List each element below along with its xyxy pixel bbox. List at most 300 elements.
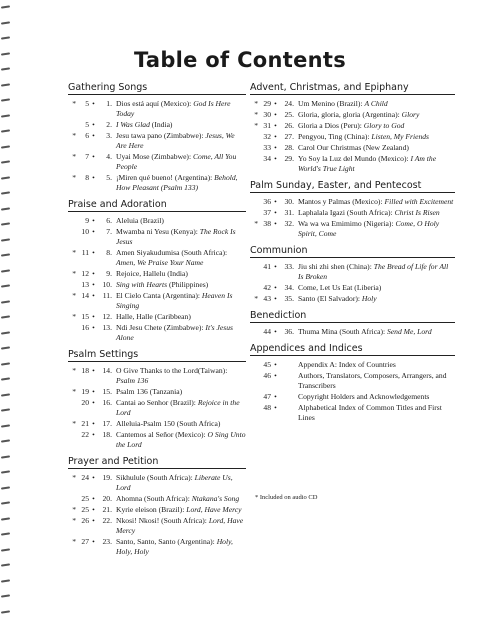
bullet-dot: •: [274, 197, 277, 206]
entry-title: [298, 403, 455, 423]
entry-title: [116, 323, 246, 343]
bullet-dot: •: [92, 473, 95, 482]
entry-text: Nkosi! Nkosi! (South Africa):: [116, 516, 209, 525]
page-number: 6: [85, 131, 89, 140]
entry-text: Psalm 136 (Tanzania): [116, 387, 183, 396]
toc-entry: [250, 392, 455, 402]
toc-entry: [250, 121, 455, 131]
page-number: 26: [81, 516, 89, 525]
entry-text: Appendix A: Index of Countries: [298, 360, 396, 369]
page-number: 16: [81, 323, 89, 332]
entry-title: [298, 143, 455, 153]
toc-entry: [250, 219, 455, 239]
item-number: 29.: [284, 154, 294, 163]
entry-english-title: The Rock Is Jesus: [116, 227, 236, 246]
audio-cd-marker: *: [72, 99, 76, 108]
bullet-dot: •: [274, 283, 277, 292]
entry-title: [298, 197, 455, 207]
item-number: 7.: [106, 227, 112, 236]
item-number: 3.: [106, 131, 112, 140]
audio-cd-marker: *: [72, 152, 76, 161]
entry-english-title: Send Me, Lord: [387, 327, 432, 336]
page-number: 29: [263, 99, 271, 108]
page-number: 32: [263, 132, 271, 141]
bullet-dot: •: [274, 110, 277, 119]
section-heading: Prayer and Petition: [68, 456, 246, 469]
item-number: 5.: [106, 173, 112, 182]
entry-title: [298, 132, 455, 142]
binding-ring: [1, 145, 10, 148]
section-heading: Benediction: [250, 310, 455, 323]
bullet-dot: •: [274, 262, 277, 271]
bullet-dot: •: [274, 143, 277, 152]
bullet-dot: •: [92, 99, 95, 108]
toc-section: [68, 82, 246, 193]
bullet-dot: •: [92, 366, 95, 375]
entry-text: Jesu tawa pano (Zimbabwe):: [116, 131, 206, 140]
entry-english-title: Holy: [361, 294, 377, 303]
entry-english-title: Liberate Us, Lord: [116, 473, 233, 492]
toc-entry: [68, 494, 246, 504]
bullet-dot: •: [92, 387, 95, 396]
binding-ring: [1, 284, 10, 287]
binding-ring: [1, 377, 10, 380]
item-number: 28.: [284, 143, 294, 152]
item-number: 30.: [284, 197, 294, 206]
bullet-dot: •: [274, 132, 277, 141]
entry-title: [298, 219, 455, 239]
item-number: 34.: [284, 283, 294, 292]
binding-ring: [1, 579, 10, 582]
entry-text: Wa wa wa Emimimo (Nigeria):: [298, 219, 396, 228]
toc-entry: [68, 269, 246, 279]
audio-cd-marker: *: [72, 516, 76, 525]
binding-ring: [1, 114, 10, 117]
audio-cd-marker: [250, 262, 258, 282]
item-number: 22.: [102, 516, 112, 525]
binding-ring: [1, 470, 10, 473]
item-number: 23.: [102, 537, 112, 546]
binding-ring: [1, 610, 10, 613]
page-number: 24: [81, 473, 89, 482]
section-heading: Advent, Christmas, and Epiphany: [250, 82, 455, 95]
toc-entry: [250, 208, 455, 218]
toc-entry: [250, 143, 455, 153]
audio-cd-marker: [250, 327, 258, 337]
page-number: 9: [85, 216, 89, 225]
binding-ring: [1, 594, 10, 597]
toc-entry: [68, 430, 246, 450]
bullet-dot: •: [92, 430, 95, 439]
entry-text: Ndi Jesu Chete (Zimbabwe):: [116, 323, 206, 332]
page-number: 21: [81, 419, 89, 428]
entry-title: [116, 366, 246, 386]
binding-ring: [1, 176, 10, 179]
audio-cd-marker: *: [254, 110, 258, 119]
item-number: 4.: [106, 152, 112, 161]
entry-english-title: God Is Here Today: [116, 99, 231, 118]
audio-cd-marker: [68, 323, 76, 343]
audio-cd-marker: [68, 280, 76, 290]
binding-ring: [1, 269, 10, 272]
entry-title: [116, 131, 246, 151]
entry-text: Come, Let Us Eat (Liberia): [298, 283, 382, 292]
bullet-dot: •: [92, 152, 95, 161]
entry-title: [116, 537, 246, 557]
entry-title: [298, 99, 455, 109]
entry-title: [298, 208, 455, 218]
entry-text: Pengyou, Ting (China):: [298, 132, 372, 141]
entry-title: [116, 387, 246, 397]
bullet-dot: •: [92, 173, 95, 182]
binding-ring: [1, 424, 10, 427]
page-number: 19: [81, 387, 89, 396]
entry-english-title: Sing with Hearts: [116, 280, 168, 289]
page-number: 36: [263, 197, 271, 206]
entry-english-title: Lord, Have Mercy: [186, 505, 242, 514]
bullet-dot: •: [274, 154, 277, 163]
toc-entry: [68, 537, 246, 557]
entry-text: ¡Miren qué bueno! (Argentina):: [116, 173, 215, 182]
toc-entry: [68, 152, 246, 172]
toc-section: [250, 180, 455, 239]
toc-entry: [250, 110, 455, 120]
item-number: 1.: [106, 99, 112, 108]
binding-ring: [1, 160, 10, 163]
entry-title: [298, 283, 455, 293]
bullet-dot: •: [92, 227, 95, 236]
left-column: [68, 82, 246, 563]
entry-title: [116, 419, 246, 429]
entry-title: [116, 173, 246, 193]
toc-entry: [250, 327, 455, 337]
entry-title: [298, 121, 455, 131]
audio-cd-marker: [250, 154, 258, 174]
entry-title: [116, 516, 246, 536]
toc-section: [68, 349, 246, 450]
binding-ring: [1, 36, 10, 39]
entry-english-title: Glory: [401, 110, 420, 119]
toc-entry: [250, 197, 455, 207]
page-number: 33: [263, 143, 271, 152]
item-number: 6.: [106, 216, 112, 225]
entry-text: Carol Our Christmas (New Zealand): [298, 143, 409, 152]
entry-english-title: Ntakana's Song: [191, 494, 240, 503]
toc-entry: [68, 473, 246, 493]
binding-ring: [1, 98, 10, 101]
entry-text: Mantos y Palmas (Mexico):: [298, 197, 385, 206]
item-number: 17.: [102, 419, 112, 428]
page-number: 45: [263, 360, 271, 369]
item-number: 16.: [102, 398, 112, 407]
item-number: 33.: [284, 262, 294, 271]
bullet-dot: •: [92, 537, 95, 546]
entry-english-title: Come, All You People: [116, 152, 237, 171]
bullet-dot: •: [92, 280, 95, 289]
toc-entry: [68, 248, 246, 268]
toc-entry: [68, 216, 246, 226]
entry-title: [116, 99, 246, 119]
bullet-dot: •: [274, 360, 277, 369]
item-number: 32.: [284, 219, 294, 228]
entry-title: [116, 120, 246, 130]
toc-entry: [68, 280, 246, 290]
audio-cd-marker: *: [72, 366, 76, 375]
audio-cd-marker: *: [72, 505, 76, 514]
bullet-dot: •: [274, 403, 277, 412]
page-title: Table of Contents: [133, 48, 347, 72]
toc-entry: [68, 131, 246, 151]
bullet-dot: •: [274, 208, 277, 217]
audio-cd-marker: [250, 392, 258, 402]
audio-cd-marker: *: [72, 131, 76, 140]
bullet-dot: •: [92, 216, 95, 225]
audio-cd-marker: [250, 360, 258, 370]
binding-ring: [1, 563, 10, 566]
audio-cd-marker: *: [72, 312, 76, 321]
entry-title: [116, 269, 246, 279]
item-number: 27.: [284, 132, 294, 141]
entry-english-title: I Am the World's True Light: [298, 154, 437, 173]
bullet-dot: •: [274, 327, 277, 336]
item-number: 10.: [102, 280, 112, 289]
entry-english-title: Amen, We Praise Your Name: [116, 258, 204, 267]
page-number: 47: [263, 392, 271, 401]
binding-ring: [1, 517, 10, 520]
section-heading: Palm Sunday, Easter, and Pentecost: [250, 180, 455, 193]
entry-english-title: Behold, How Pleasant (Psalm 133): [116, 173, 238, 192]
page-number: 34: [263, 154, 271, 163]
page-number: 14: [81, 291, 89, 300]
entry-title: [116, 430, 246, 450]
page-number: 41: [263, 262, 271, 271]
binding-ring: [1, 331, 10, 334]
bullet-dot: •: [274, 121, 277, 130]
item-number: 24.: [284, 99, 294, 108]
binding-ring: [1, 5, 10, 8]
entry-text: Santo, Santo, Santo (Argentina):: [116, 537, 217, 546]
entry-title: [298, 327, 455, 337]
audio-cd-marker: [250, 208, 258, 218]
entry-text: Kyrie eleison (Brazil):: [116, 505, 187, 514]
entry-text: Authors, Translators, Composers, Arrangers, and Transcribers: [298, 371, 447, 390]
entry-english-title: The Bread of Life for All Is Broken: [298, 262, 449, 281]
bullet-dot: •: [92, 323, 95, 332]
entry-english-title: Listen, My Friends: [371, 132, 430, 141]
entry-title: [298, 371, 455, 391]
toc-entry: [68, 227, 246, 247]
footnote: * Included on audio CD: [255, 494, 318, 501]
entry-english-title: Lord, Have Mercy: [116, 516, 244, 535]
item-number: 21.: [102, 505, 112, 514]
entry-english-title: Glory to God: [363, 121, 405, 130]
section-heading: Psalm Settings: [68, 349, 246, 362]
audio-cd-marker: *: [254, 219, 258, 228]
entry-title: [116, 398, 246, 418]
item-number: 20.: [102, 494, 112, 503]
toc-section: [68, 199, 246, 343]
right-column: [250, 82, 455, 429]
bullet-dot: •: [92, 398, 95, 407]
toc-entry: [250, 99, 455, 109]
entry-text: Ahomna (South Africa):: [116, 494, 192, 503]
bullet-dot: •: [92, 505, 95, 514]
audio-cd-marker: *: [254, 294, 258, 303]
bullet-dot: •: [92, 269, 95, 278]
binding-ring: [1, 300, 10, 303]
audio-cd-marker: [250, 197, 258, 207]
entry-text: Cantemos al Señor (Mexico):: [116, 430, 208, 439]
page-number: 18: [81, 366, 89, 375]
audio-cd-marker: [250, 132, 258, 142]
toc-entry: [68, 387, 246, 397]
bullet-dot: •: [92, 312, 95, 321]
item-number: 8.: [106, 248, 112, 257]
audio-cd-marker: *: [72, 387, 76, 396]
bullet-dot: •: [92, 494, 95, 503]
toc-entry: [250, 132, 455, 142]
entry-title: [116, 216, 246, 226]
entry-english-title: A Child: [364, 99, 388, 108]
toc-section: [250, 82, 455, 174]
entry-text: Um Menino (Brazil):: [298, 99, 365, 108]
page-number: 12: [81, 269, 89, 278]
entry-text: El Cielo Canta (Argentina):: [116, 291, 202, 300]
entry-text: Yo Soy la Luz del Mundo (Mexico):: [298, 154, 411, 163]
entry-text: Gloria a Dios (Peru):: [298, 121, 364, 130]
audio-cd-marker: [250, 283, 258, 293]
page-number: 15: [81, 312, 89, 321]
section-heading: Communion: [250, 245, 455, 258]
bullet-dot: •: [274, 99, 277, 108]
audio-cd-marker: *: [72, 419, 76, 428]
toc-section: [68, 456, 246, 557]
bullet-dot: •: [274, 392, 277, 401]
section-heading: Praise and Adoration: [68, 199, 246, 212]
page-number: 13: [81, 280, 89, 289]
audio-cd-marker: *: [72, 248, 76, 257]
entry-text: Copyright Holders and Acknowledgements: [298, 392, 430, 401]
toc-entry: [68, 312, 246, 322]
section-heading: Gathering Songs: [68, 82, 246, 95]
binding-ring: [1, 253, 10, 256]
entry-title: [116, 505, 246, 515]
entry-text: Laphalala Igazi (South Africa):: [298, 208, 395, 217]
entry-text: O Give Thanks to the Lord(Taiwan):: [116, 366, 228, 375]
toc-entry: [250, 371, 455, 391]
binding-ring: [1, 21, 10, 24]
entry-text: Alphabetical Index of Common Titles and First Lines: [298, 403, 442, 422]
toc-section: [250, 310, 455, 337]
toc-entry: [250, 294, 455, 304]
entry-title: [298, 110, 455, 120]
item-number: 15.: [102, 387, 112, 396]
item-number: [280, 371, 294, 391]
entry-title: [116, 291, 246, 311]
entry-text: Aleluia (Brazil): [116, 216, 164, 225]
entry-english-title: Psalm 136: [116, 376, 149, 385]
page-number: 38: [263, 219, 271, 228]
bullet-dot: •: [92, 291, 95, 300]
entry-text: Uyai Mose (Zimbabwe):: [116, 152, 193, 161]
entry-english-title: Filled with Excitement: [384, 197, 454, 206]
binding-ring: [1, 83, 10, 86]
audio-cd-marker: *: [72, 473, 76, 482]
entry-english-title: Christ Is Risen: [394, 208, 440, 217]
toc-entry: [68, 120, 246, 130]
toc-section: [250, 245, 455, 304]
audio-cd-marker: [250, 371, 258, 391]
page-number: 48: [263, 403, 271, 412]
entry-title: [116, 227, 246, 247]
audio-cd-marker: [68, 494, 76, 504]
audio-cd-marker: [68, 227, 76, 247]
entry-text: Mwamba ni Yesu (Kenya):: [116, 227, 200, 236]
bullet-dot: •: [92, 248, 95, 257]
toc-entry: [68, 99, 246, 119]
entry-text: Amen Siyakudumisa (South Africa):: [116, 248, 228, 257]
item-number: 26.: [284, 121, 294, 130]
binding-ring: [1, 129, 10, 132]
page-number: 31: [263, 121, 271, 130]
item-number: 18.: [102, 430, 112, 439]
entry-title: [298, 294, 455, 304]
item-number: [280, 403, 294, 423]
toc-entry: [250, 283, 455, 293]
item-number: 12.: [102, 312, 112, 321]
item-number: 13.: [102, 323, 112, 332]
toc-entry: [68, 516, 246, 536]
toc-entry: [250, 154, 455, 174]
page-number: 11: [81, 248, 89, 257]
entry-title: [116, 152, 246, 172]
binding-ring: [1, 548, 10, 551]
audio-cd-marker: *: [72, 291, 76, 300]
binding-ring: [1, 393, 10, 396]
entry-title: [298, 154, 455, 174]
toc-entry: [68, 323, 246, 343]
entry-text-suffix: (Philippines): [167, 280, 209, 289]
entry-text: Cantai ao Senhor (Brazil):: [116, 398, 198, 407]
bullet-dot: •: [274, 371, 277, 380]
binding-ring: [1, 439, 10, 442]
entry-title: [116, 312, 246, 322]
item-number: 14.: [102, 366, 112, 375]
binding-ring: [1, 408, 10, 411]
audio-cd-marker: *: [72, 269, 76, 278]
toc-entry: [68, 398, 246, 418]
entry-text: Santo (El Salvador):: [298, 294, 362, 303]
audio-cd-marker: [68, 430, 76, 450]
entry-text: Halle, Halle (Caribbean): [116, 312, 191, 321]
binding-ring: [1, 207, 10, 210]
toc-entry: [68, 505, 246, 515]
toc-entry: [68, 366, 246, 386]
entry-english-title: Come, O Holy Spirit, Come: [298, 219, 440, 238]
binding-ring: [1, 222, 10, 225]
binding-ring: [1, 191, 10, 194]
bullet-dot: •: [92, 419, 95, 428]
binding-ring: [1, 486, 10, 489]
entry-english-title: Heaven Is Singing: [116, 291, 233, 310]
page-number: 42: [263, 283, 271, 292]
bullet-dot: •: [92, 120, 95, 129]
page-number: 10: [81, 227, 89, 236]
page-number: 27: [81, 537, 89, 546]
page-number: 7: [85, 152, 89, 161]
audio-cd-marker: *: [72, 537, 76, 546]
page-number: 44: [263, 327, 271, 336]
